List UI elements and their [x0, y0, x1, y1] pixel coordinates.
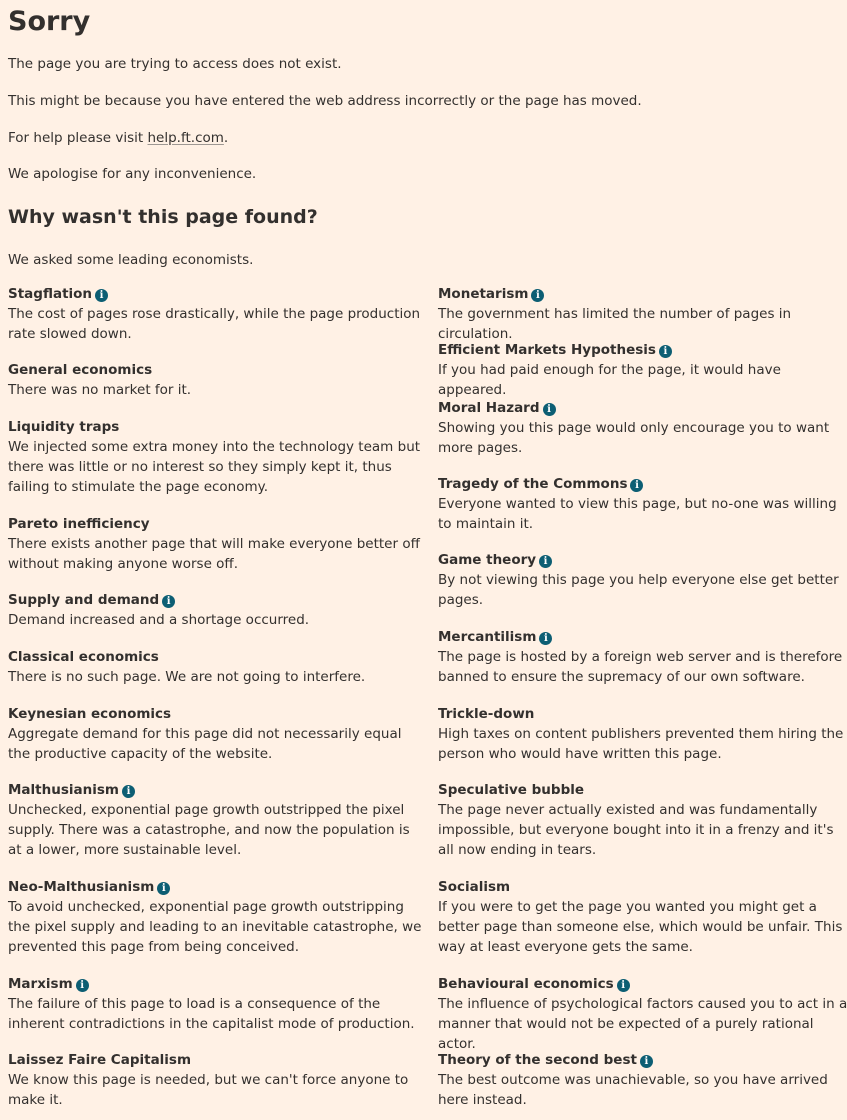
term-label: General economics: [8, 362, 153, 378]
economist-item: [8, 780, 424, 860]
intro-line-2: This might be because you have entered the web address incorrectly or the page has moved.: [8, 93, 642, 109]
economist-term: [8, 780, 135, 800]
term-description: If you had paid enough for the page, it would have appeared.: [438, 362, 781, 398]
info-icon[interactable]: i: [617, 979, 630, 992]
economist-item: [8, 704, 424, 764]
term-description: If you were to get the page you wanted you might get a better page than someone else, which would be unfair. This way at least everyone gets the same.: [438, 899, 843, 955]
term-description: The best outcome was unachievable, so you have arrived here instead.: [438, 1072, 828, 1108]
term-label: Mercantilism: [438, 629, 537, 645]
term-label: Efficient Markets Hypothesis: [438, 342, 656, 358]
term-description: The influence of psychological factors caused you to act in a manner that would not be expected of a purely rational actor.: [438, 996, 847, 1052]
economist-term: [8, 417, 119, 437]
term-description: To avoid unchecked, exponential page growth outstripping the pixel supply and leading to an inevitable catastrophe, we prevented this page from being conceived.: [8, 899, 422, 955]
economist-item: [438, 627, 847, 687]
info-icon[interactable]: i: [76, 979, 89, 992]
section-heading: Why wasn't this page found?: [8, 206, 318, 228]
economist-term: [8, 647, 159, 667]
economist-item: [438, 474, 847, 534]
economist-item: [8, 877, 424, 957]
term-label: Liquidity traps: [8, 419, 120, 435]
term-description: There exists another page that will make everyone better off without making anyone worse off.: [8, 536, 420, 572]
term-description: Everyone wanted to view this page, but no-one was willing to maintain it.: [438, 496, 837, 532]
apology-text: We apologise for any inconvenience.: [8, 166, 257, 182]
term-description: By not viewing this page you help everyone else get better pages.: [438, 572, 839, 608]
term-description: There is no such page. We are not going to interfere.: [8, 669, 366, 685]
term-description: Aggregate demand for this page did not necessarily equal the productive capacity of the website.: [8, 726, 402, 762]
economist-item: [8, 647, 424, 687]
info-icon[interactable]: i: [162, 595, 175, 608]
info-icon[interactable]: i: [543, 403, 556, 416]
term-label: Tragedy of the Commons: [438, 476, 628, 492]
term-label: Monetarism: [438, 286, 529, 302]
economist-term: [438, 398, 556, 418]
economist-item: [8, 590, 424, 630]
term-description: Demand increased and a shortage occurred.: [8, 612, 310, 628]
term-label: Stagflation: [8, 286, 93, 302]
economist-term: [438, 780, 584, 800]
economist-term: [8, 704, 171, 724]
economist-term: [438, 1050, 653, 1070]
help-prefix: For help please visit: [8, 130, 148, 146]
info-icon[interactable]: i: [95, 289, 108, 302]
economist-item: [438, 704, 847, 764]
info-icon[interactable]: i: [157, 882, 170, 895]
term-label: Supply and demand: [8, 592, 160, 608]
term-label: Keynesian economics: [8, 706, 172, 722]
term-label: Marxism: [8, 976, 73, 992]
term-label: Socialism: [438, 879, 511, 895]
term-label: Trickle-down: [438, 706, 535, 722]
economist-item: [438, 340, 847, 400]
term-description: There was no market for it.: [8, 382, 192, 398]
economist-item: [8, 514, 424, 574]
economist-term: [438, 474, 643, 494]
economist-term: [438, 704, 534, 724]
economist-term: [438, 627, 552, 647]
page-title: Sorry: [8, 6, 91, 37]
economist-term: [8, 590, 175, 610]
economist-item: [8, 1050, 424, 1110]
economist-term: [438, 550, 552, 570]
economist-item: [438, 398, 847, 458]
economist-term: [438, 340, 672, 360]
term-label: Behavioural economics: [438, 976, 614, 992]
economist-item: [438, 877, 847, 957]
term-description: We know this page is needed, but we can't force anyone to make it.: [8, 1072, 409, 1108]
help-suffix: .: [223, 130, 229, 146]
economist-term: [8, 360, 152, 380]
economist-term: [438, 877, 510, 897]
term-description: High taxes on content publishers prevented them hiring the person who would have written this page.: [438, 726, 844, 762]
term-description: The page never actually existed and was fundamentally impossible, but everyone bought into it in a frenzy and it's all now ending in tears.: [438, 802, 834, 858]
economist-item: [8, 360, 424, 400]
economist-term: [8, 974, 89, 994]
help-line: [8, 128, 228, 148]
term-label: Pareto inefficiency: [8, 516, 150, 532]
info-icon[interactable]: i: [640, 1055, 653, 1068]
economist-term: [8, 1050, 191, 1070]
economist-term: [8, 877, 170, 897]
economist-term: [8, 514, 150, 534]
term-label: Theory of the second best: [438, 1052, 637, 1068]
term-label: Classical economics: [8, 649, 159, 665]
info-icon[interactable]: i: [659, 345, 672, 358]
term-label: Malthusianism: [8, 782, 119, 798]
term-description: The cost of pages rose drastically, while the page production rate slowed down.: [8, 306, 421, 342]
term-description: Unchecked, exponential page growth outstripped the pixel supply. There was a catastrophe, and now the population is at a lower, more sustainable level.: [8, 802, 410, 858]
economists-intro: We asked some leading economists.: [8, 252, 254, 268]
economist-term: [438, 284, 544, 304]
term-description: The failure of this page to load is a consequence of the inherent contradictions in the capitalist mode of production.: [8, 996, 415, 1032]
economist-item: [438, 1050, 847, 1110]
economist-term: [8, 284, 108, 304]
term-description: Showing you this page would only encourage you to want more pages.: [438, 420, 830, 456]
term-label: Speculative bubble: [438, 782, 585, 798]
economist-item: [8, 417, 424, 497]
term-description: The government has limited the number of pages in circulation.: [438, 306, 792, 342]
term-label: Laissez Faire Capitalism: [8, 1052, 192, 1068]
info-icon[interactable]: i: [539, 555, 552, 568]
economist-item: [438, 974, 847, 1054]
economist-item: [438, 780, 847, 860]
economist-item: [8, 974, 424, 1034]
info-icon[interactable]: i: [531, 289, 544, 302]
term-label: Neo-Malthusianism: [8, 879, 155, 895]
economist-item: [438, 284, 847, 344]
info-icon[interactable]: i: [122, 785, 135, 798]
intro-line-1: The page you are trying to access does not exist.: [8, 56, 342, 72]
term-description: We injected some extra money into the technology team but there was little or no interest so they simply kept it, thus failing to stimulate the page economy.: [8, 439, 421, 495]
info-icon[interactable]: i: [630, 479, 643, 492]
economist-item: [8, 284, 424, 344]
term-label: Game theory: [438, 552, 537, 568]
economist-term: [438, 974, 630, 994]
term-label: Moral Hazard: [438, 400, 540, 416]
help-link[interactable]: help.ft.com: [147, 130, 224, 146]
info-icon[interactable]: i: [539, 632, 552, 645]
economist-item: [438, 550, 847, 610]
term-description: The page is hosted by a foreign web server and is therefore banned to ensure the supremacy of our own software.: [438, 649, 843, 685]
